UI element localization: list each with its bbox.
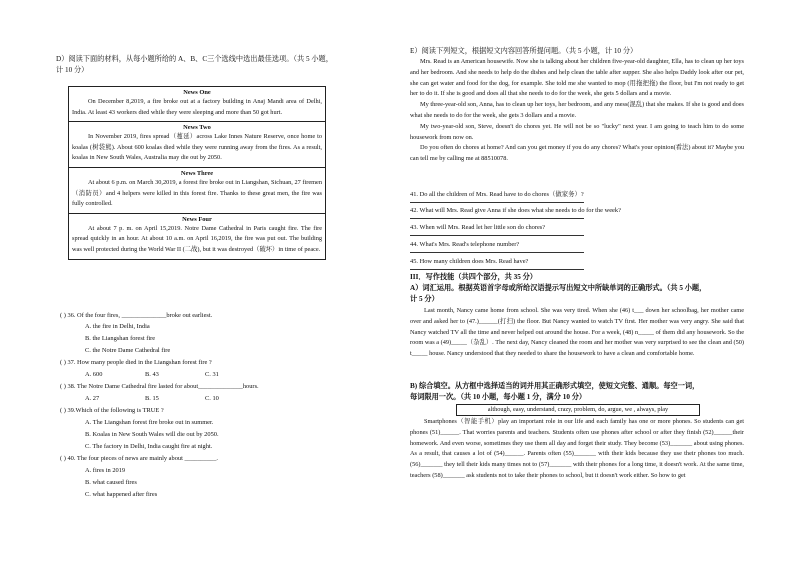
option-40a: A. fires in 2019 [85, 467, 126, 474]
passage-a: Last month, Nancy came home from school. She was very tired. When she (46) t___ down her schoolbag, her mother came over and asked her to (47.)______(打扫) the floor. But Nancy wanted to watch TV first. Her mother was very angry. She said that Nancy watched TV all the time and never helped out around the house. For a week, (48) n_____ of them did any housework. So the room was a (49)_____（杂乱）. The next day, Nancy cleaned the room and her mother was very surprised to see the clean and (50) t_____ house. Nancy understood that they needed to share the housework to have a clean and comfortable home. [410, 307, 744, 358]
question-39: ( ) 39.Which of the following is TRUE ? [60, 407, 164, 414]
passage-b: Smartphones（智能手机）play an important role in our life and each family has one or more phones. So students can get phones (51)______. That worries parents and teachers. Students often use phones after school or after they finish (52)______their homework. And even worse, sometimes they use them all day and forget their study. They become (53)_______ about using phones. As a result, that causes a lot of (54)______. Parents often (55)_______ with their kids because they use their phones too much. (56)_______ they tell their kids many times not to (57)_______ with their phones for a long time, it doesn't work. At the same time, teachers (58)_______ ask students not to take their phones to school, but it doesn't work either. So how to get [410, 418, 744, 479]
section-b-title: B) 综合填空。从方框中选择适当的词并用其正确形式填空，使短文完整、通顺。每空一词， 每词限用一次。（共 10 小题，每小题 1 分，满分 10 分） [410, 382, 700, 401]
question-42: 42. What will Mrs. Read give Anna if she does what she needs to do for the week? [410, 207, 621, 214]
question-43: 43. When will Mrs. Read let her little son do chores? [410, 224, 546, 231]
passage-e: Mrs. Read is an American housewife. Now she is talking about her children five-year-old daughter, Ella, has to clean up her toys and her bedroom. And she needs to help do the dishes and help clean the table after supper. She also helps Daddy look after our pet, she can get water and food for the dog, for example. She told me she wanted to mop (用拖把拖) the floor, but I'm not ready to get her to do it. If she is good and does all that she needs to do for the week, she gets 5 dollars and a movie. My three-year-old son, Anna, has to clean up her toys, her bedroom, and any mess(混乱) that she makes. If she is good and does what she needs to do for the week, she gets 3 dollars and a movie. My two-year-old son, Steve, doesn't do chores yet. He will not be so "lucky" next year. I am going to teach him to do some housework from now on. Do you often do chores at home? And can you get money if you do any chores? What's your opinion(看法) about it? Maybe you can tell me by calling me at 88510078. [410, 58, 744, 163]
question-38: ( ) 38. The Notre Dame Cathedral fire lasted for about______________hours. [60, 383, 259, 390]
section-e-title: E）阅读下列短文，根据短文内容回答所提问题。（共 5 小题，计 10 分） [410, 47, 638, 55]
option-38a: A. 27 [85, 395, 100, 402]
news-table [68, 86, 326, 260]
news-one: News One On December 8,2019, a fire broke out at a factory building in Anaj Mandi area of Delhi, India. At least 43 workers died while they were sleeping and more than 50 got hurt. [69, 87, 325, 122]
option-36b: B. the Liangshan forest fire [85, 335, 156, 342]
option-36c: C. the Notre Dame Cathedral fire [85, 347, 171, 354]
question-40: ( ) 40. The four pieces of news are mainly about __________. [60, 455, 219, 462]
option-38c: C. 10 [205, 395, 219, 402]
question-45: 45. How many children does Mrs. Read have? [410, 258, 529, 265]
option-40c: C. what happened after fires [85, 491, 158, 498]
option-36a: A. the fire in Delhi, India [85, 323, 150, 330]
news-four: News Four At about 7 p. m. on April 15,2019. Notre Dame Cathedral in Paris caught fire. The fire spread quickly in an hour. At about 10 a.m. on April 16,2019, the fire was put out. The building was well protected during the World War II (二战), but it was destroyed（破坏）in time of peace. [72, 215, 322, 253]
answer-line-43[interactable] [410, 235, 584, 236]
option-39c: C. The factory in Delhi, India caught fire at night. [85, 443, 213, 450]
question-36: ( ) 36. Of the four fires, ______________broke out earliest. [60, 312, 213, 319]
question-41: 41. Do all the children of Mrs. Read have to do chores（做家务）? [410, 191, 584, 198]
option-37c: C. 31 [205, 371, 219, 378]
question-44: 44. What's Mrs. Read's telephone number? [410, 241, 520, 248]
news-two: News Two In November 2019, fires spread（蔓延）across Lake Innes Nature Reserve, once home to koalas (树袋熊). About 600 koalas died while they were running away from the fires. As a result, koalas in New South Wales, Australia may die out by 2050. [69, 122, 325, 168]
option-39b: B. Koalas in New South Wales will die out by 2050. [85, 431, 219, 438]
answer-line-45[interactable] [410, 269, 584, 270]
section-a-title: A）词汇运用。根据英语首字母或所给汉语提示写出短文中所缺单词的正确形式。（共 5 小题， 计 5 分） [410, 284, 707, 303]
word-box: although, easy, understand, crazy, problem, do, argue, we , always, play [456, 404, 700, 416]
news-three: News Three At about 6 p.m. on March 30,2019, a forest fire broke out in Liangshan, Sichuan, 27 firemen（消防员）and 4 helpers were killed in this forest fire. Thanks to these great men, the fire was fully controlled. [69, 168, 325, 214]
question-37: ( ) 37. How many people died in the Liangshan forest fire ? [60, 359, 212, 366]
section-d-title: D）阅读下面的材料，从每小题所给的 A、B、C三个选线中选出最佳选项。（共 5 小题， 计 10 分） [56, 55, 333, 74]
option-38b: B. 15 [145, 395, 159, 402]
option-40b: B. what caused fires [85, 479, 137, 486]
option-37b: B. 43 [145, 371, 159, 378]
section-3-title: III．写作技能（共四个部分，共 35 分） [410, 273, 537, 281]
option-39a: A. The Liangshan forest fire broke out in summer. [85, 419, 214, 426]
answer-line-41[interactable] [410, 202, 584, 203]
answer-line-44[interactable] [410, 252, 584, 253]
answer-line-42[interactable] [410, 218, 584, 219]
option-37a: A. 600 [85, 371, 103, 378]
